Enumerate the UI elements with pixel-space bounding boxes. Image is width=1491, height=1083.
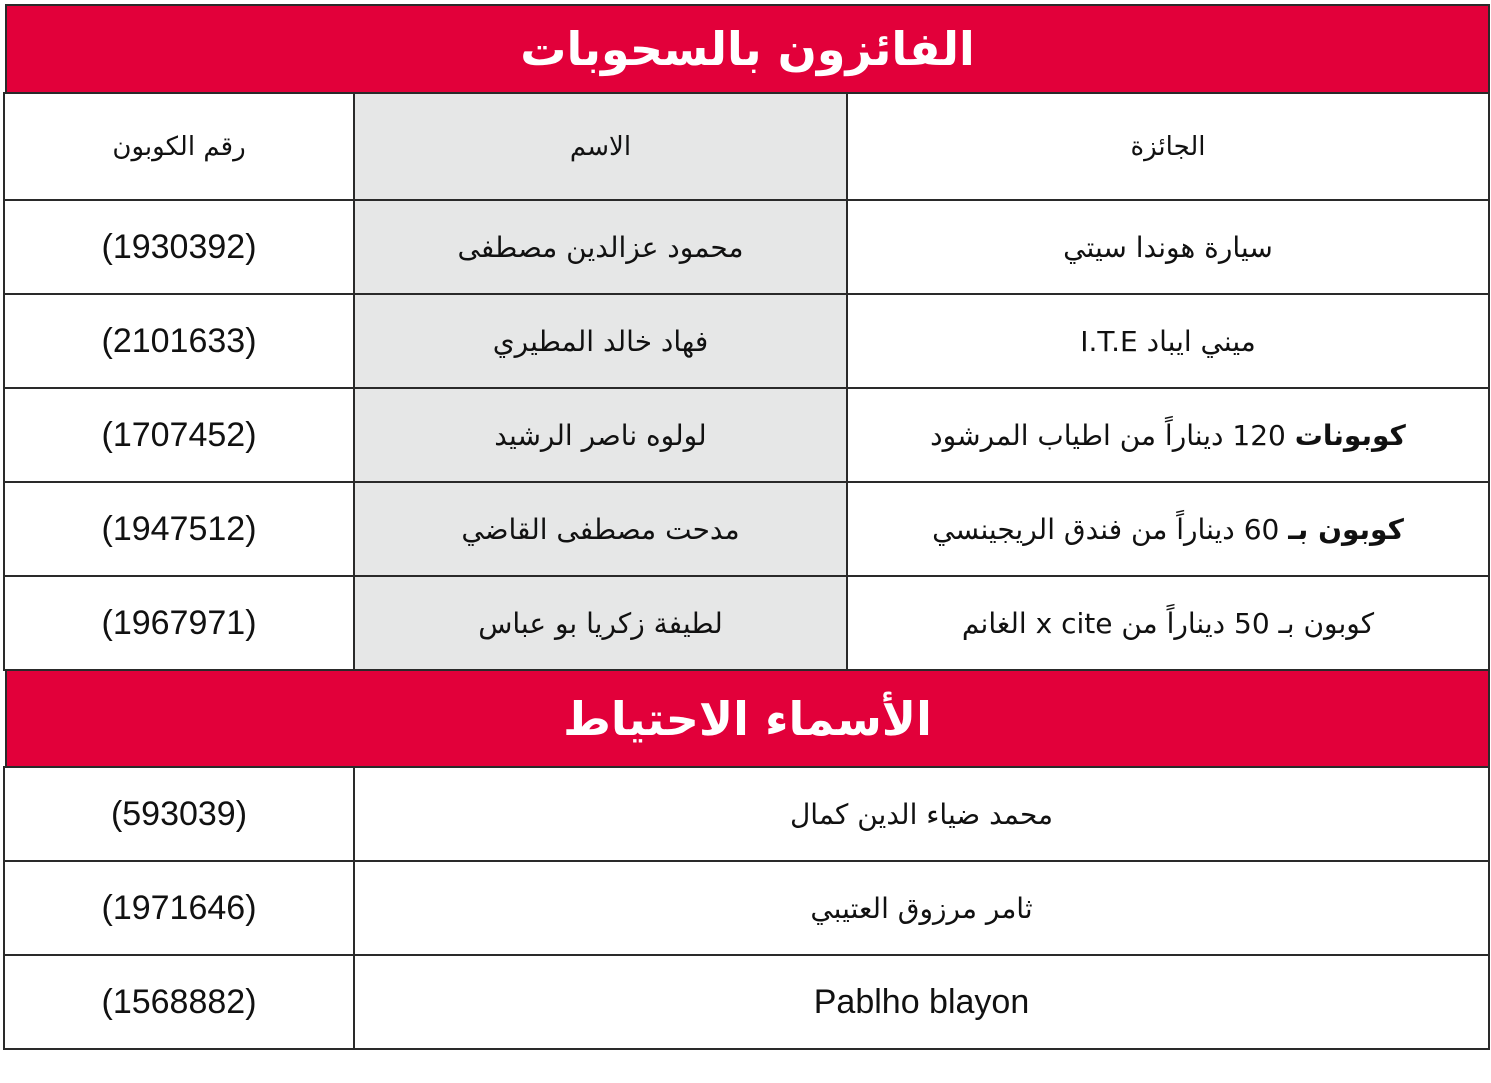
coupon-cell: (593039) [4, 767, 354, 861]
coupon-cell: (1568882) [4, 955, 354, 1049]
prize-text: 60 ديناراً من فندق الريجينسي [932, 512, 1280, 546]
reserve-name-cell: محمد ضياء الدين كمال [354, 767, 1489, 861]
name-cell: فهاد خالد المطيري [354, 294, 847, 388]
coupon-cell: (1707452) [4, 388, 354, 482]
reserves-table [3, 766, 1490, 1050]
header-name: الاسم [354, 93, 847, 200]
coupon-cell: (1930392) [4, 200, 354, 294]
prize-cell: سيارة هوندا سيتي [847, 200, 1489, 294]
name-cell: لولوه ناصر الرشيد [354, 388, 847, 482]
coupon-cell: (1971646) [4, 861, 354, 955]
winners-header-row [4, 93, 1489, 200]
header-coupon: رقم الكوبون [4, 93, 354, 200]
name-cell: لطيفة زكريا بو عباس [354, 576, 847, 670]
coupon-cell: (1947512) [4, 482, 354, 576]
prize-cell [847, 388, 1489, 482]
table-row [4, 576, 1489, 670]
reserves-title: الأسماء الاحتياط [5, 671, 1490, 766]
name-cell: محمود عزالدين مصطفى [354, 200, 847, 294]
reserve-name-cell: Pablho blayon [354, 955, 1489, 1049]
coupon-cell: (1967971) [4, 576, 354, 670]
header-prize: الجائزة [847, 93, 1489, 200]
table-row [4, 388, 1489, 482]
table-row [4, 955, 1489, 1049]
table-row [4, 482, 1489, 576]
prize-cell: كوبون بـ 50 ديناراً من x cite الغانم [847, 576, 1489, 670]
prize-text: 120 ديناراً من اطياب المرشود [930, 418, 1286, 452]
winners-table [3, 92, 1490, 671]
table-row [4, 861, 1489, 955]
prize-bold-prefix: كوبونات [1294, 418, 1406, 452]
winners-sheet [5, 4, 1490, 1050]
prize-cell [847, 482, 1489, 576]
name-cell: مدحت مصطفى القاضي [354, 482, 847, 576]
table-row [4, 200, 1489, 294]
table-row [4, 294, 1489, 388]
reserve-name-cell: ثامر مرزوق العتيبي [354, 861, 1489, 955]
prize-bold-prefix: كوبون بـ [1288, 512, 1404, 546]
coupon-cell: (2101633) [4, 294, 354, 388]
table-row [4, 767, 1489, 861]
prize-cell: ميني ايباد I.T.E [847, 294, 1489, 388]
winners-title: الفائزون بالسحوبات [5, 4, 1490, 92]
